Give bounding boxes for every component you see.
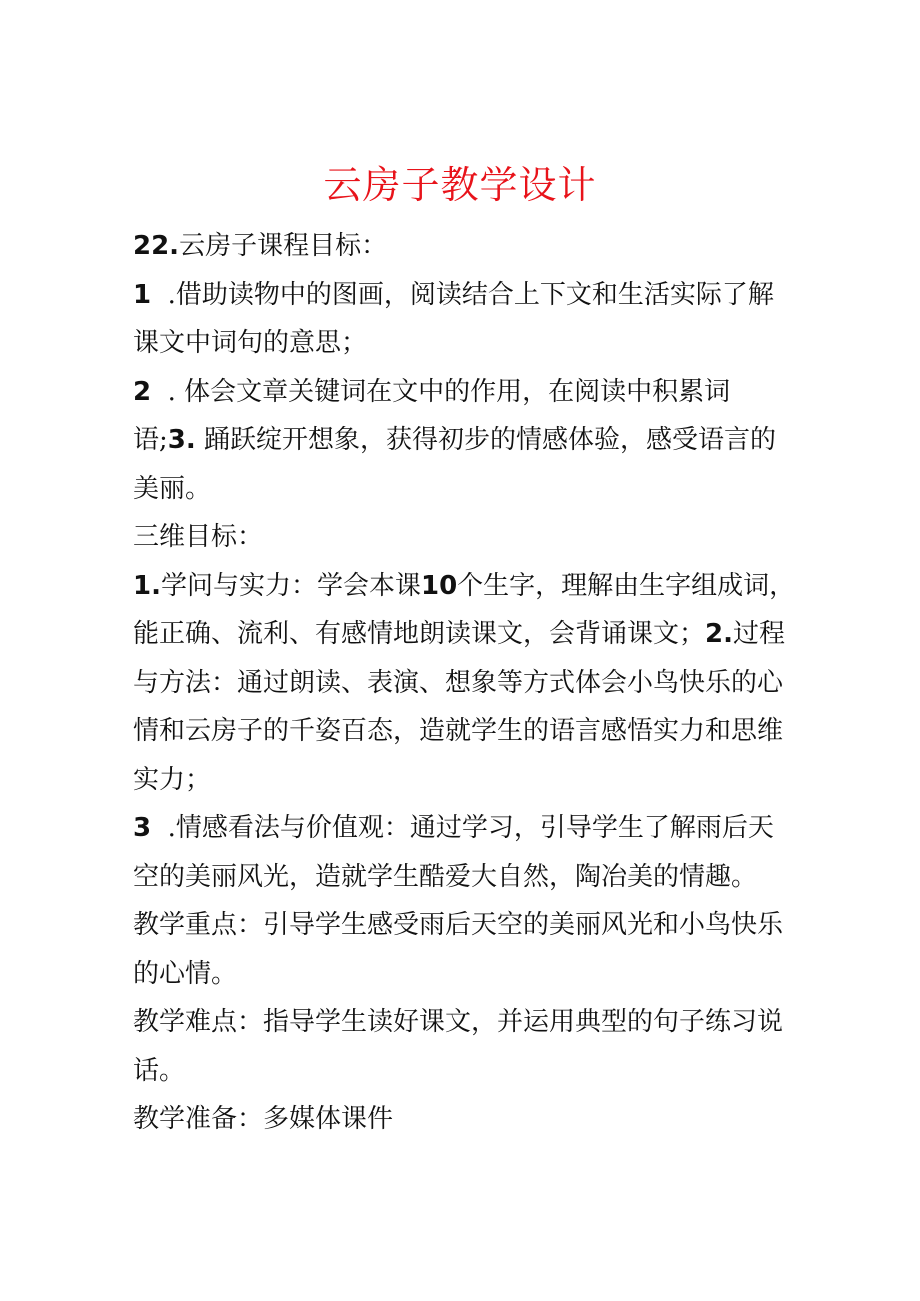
body-line (133, 513, 793, 562)
line-text: . 体会文章关键词在文中的作用，在阅读中积累词 (151, 376, 731, 407)
body-line (133, 222, 793, 271)
body-line (133, 416, 793, 465)
line-text: 美丽。 (133, 473, 212, 504)
line-text: .借助读物中的图画，阅读结合上下文和生活实际了解 (151, 279, 774, 310)
line-text: 课文中词句的意思； (133, 328, 368, 358)
body-line (133, 998, 793, 1047)
line-text: 个生字，理解由生字组成词， (457, 570, 796, 601)
line-text: 能正确、流利、有感情地朗读课文，会背诵课文； (133, 619, 706, 649)
item-number: 1 (133, 279, 152, 310)
line-text: 语; (133, 425, 168, 455)
document-title: 云房子教学设计 (323, 163, 597, 207)
body-line (133, 756, 793, 805)
body-line (133, 271, 793, 320)
line-text: 实力； (133, 764, 212, 795)
body-line (133, 368, 793, 417)
line-text: 话。 (133, 1055, 186, 1086)
body-line (133, 707, 793, 756)
document-body (133, 222, 796, 1144)
line-text: 与方法：通过朗读、表演、想象等方式体会小鸟快乐的心 (133, 667, 784, 698)
line-text: 教学难点：指导学生读好课文，并运用典型的句子练习说 (133, 1007, 784, 1037)
body-line (133, 465, 793, 514)
line-text: .情感看法与价值观：通过学习，引导学生了解雨后天 (151, 813, 774, 843)
line-text: 教学重点：引导学生感受雨后天空的美丽风光和小鸟快乐 (133, 910, 784, 940)
body-line (133, 853, 793, 902)
item-number: 2 (133, 376, 152, 407)
body-line (133, 610, 793, 659)
line-text: 的心情。 (133, 958, 238, 989)
line-text: 情和云房子的千姿百态，造就学生的语言感悟实力和思维 (133, 716, 784, 746)
item-number: 3 (133, 813, 152, 843)
item-number: 2. (705, 619, 733, 649)
line-text: 过程 (732, 619, 785, 649)
body-line (133, 901, 793, 950)
body-line (133, 562, 796, 611)
line-text: 云房子课程目标： (179, 231, 388, 261)
item-number: 10 (420, 570, 458, 601)
body-line (133, 950, 793, 999)
body-line (133, 1047, 793, 1096)
body-line (133, 1095, 793, 1144)
line-text: 学问与实力：学会本课 (160, 570, 421, 601)
line-text: 教学准备：多媒体课件 (133, 1104, 394, 1134)
item-number: 3. (167, 425, 196, 455)
body-line (133, 319, 793, 368)
body-line (133, 804, 793, 853)
body-line (133, 659, 793, 708)
line-text: 三维目标： (133, 522, 264, 552)
item-number: 22. (133, 231, 180, 261)
line-text: 空的美丽风光，造就学生酷爱大自然，陶冶美的情趣。 (133, 861, 758, 892)
item-number: 1. (133, 570, 161, 601)
line-text: 踊跃绽开想象，获得初步的情感体验，感受语言的 (195, 425, 776, 455)
